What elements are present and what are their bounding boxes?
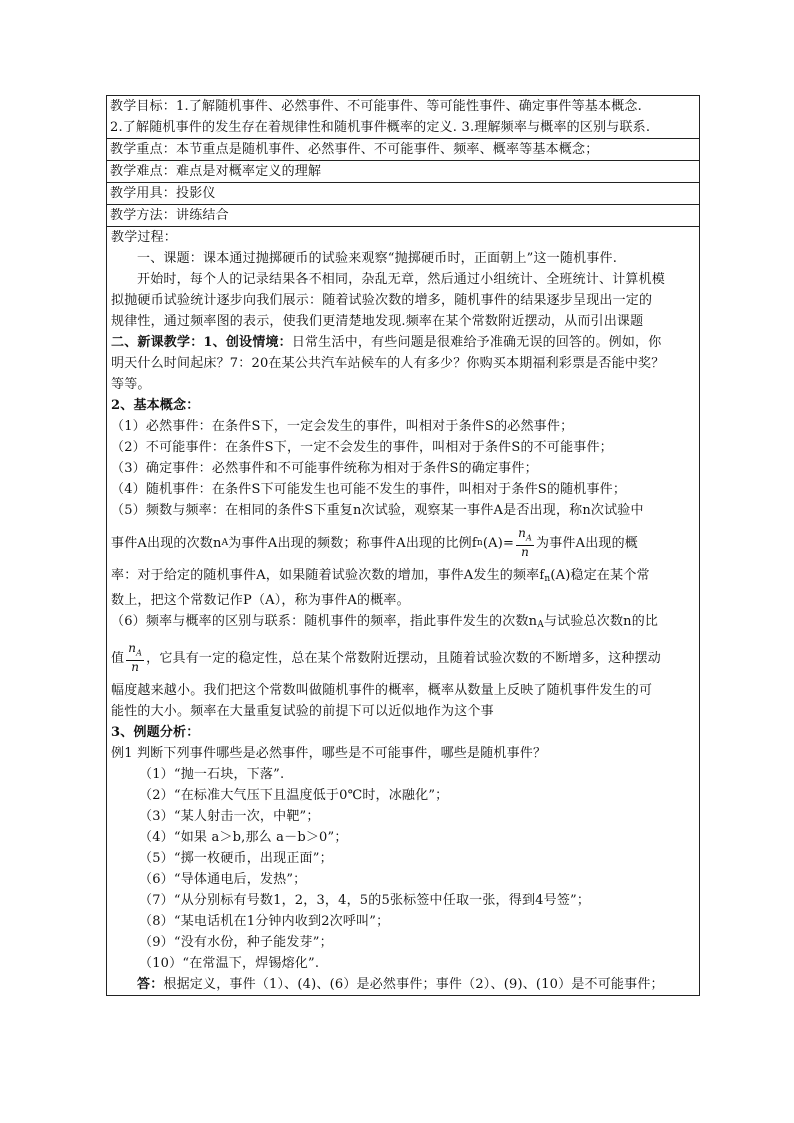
ratio-numerator (126, 642, 144, 660)
topic-line: 一、课题：课本通过抛掷硬币的试验来观察“抛掷硬币时，正面朝上”这一随机事件. (137, 251, 618, 266)
answer-label: 答： (137, 977, 164, 992)
objectives-cell (107, 96, 700, 139)
new-lesson-subheading: 1、创设情境： (203, 335, 292, 350)
ratio-numerator-n: n (128, 641, 137, 656)
concept-2: （2）不可能事件：在条件S下，一定不会发生的事件，叫相对于条件S的不可能事件； (111, 440, 613, 455)
aids-cell: 教学用具：投影仪 (107, 183, 700, 205)
concept-5: （5）频数与频率：在相同的条件S下重复n次试验，观察某一事件A是否出现，称n次试验中 (111, 503, 644, 518)
freq-def-before: 事件A出现的次数n (111, 535, 222, 551)
ratio-line-before: 值 (111, 650, 125, 666)
diff-line-subscript: A (537, 620, 544, 630)
objectives-line-2: 2.了解随机事件的发生存在着规律性和随机事件概率的定义. 3.理解频率与概率的区别与联系. (110, 120, 651, 135)
example-item-7: （7）“从分别标有号数1，2，3，4，5的5张标签中任取一张，得到4号签”； (139, 893, 591, 908)
lesson-plan (106, 95, 700, 996)
prob-line-1-text: 率：对于给定的随机事件A，如果随着试验次数的增加，事件A发生的频率f (111, 568, 545, 583)
new-lesson-prefix: 二、新课教学： (111, 335, 204, 350)
ratio-tail-1: 幅度越来越小。我们把这个常数叫做随机事件的概率，概率从数量上反映了随机事件发生的可 (111, 683, 653, 698)
ratio-line (111, 636, 695, 680)
numerator-n: n (518, 526, 527, 541)
objectives-line-1: 教学目标：1.了解随机事件、必然事件、不可能事件、等可能性事件、确定事件等基本概念. (110, 99, 642, 114)
freq-def-subscript-n: n (476, 537, 483, 548)
example-item-1: （1）“抛一石块，下落”. (139, 767, 285, 782)
process-cell (107, 227, 700, 996)
ratio-numerator-subscript: A (136, 648, 143, 658)
process-heading: 教学过程： (111, 230, 178, 245)
example-item-8: （8）“某电话机在1分钟内收到2次呼叫”； (139, 914, 390, 929)
ratio-line-after: ，它具有一定的稳定性，总在某个常数附近摆动，且随着试验次数的不断增多，这种摆动 (146, 650, 661, 666)
example-item-4: （4）“如果 a＞b,那么 a－b＞0”； (139, 830, 348, 845)
probability-line-2: 数上，把这个常数记作P（A），称为事件A的概率。 (111, 593, 410, 608)
examples-heading: 3、例题分析： (111, 725, 200, 740)
example-item-5: （5）“掷一枚硬币，出现正面”； (139, 851, 333, 866)
example-item-6: （6）“导体通电后，发热”； (139, 872, 307, 887)
objectives-row (107, 96, 700, 139)
lesson-plan-table (106, 95, 700, 996)
difficulty-row (107, 161, 700, 183)
ratio-denominator: n (131, 659, 140, 674)
difference-line (111, 611, 695, 636)
example-question: 例1 判断下列事件哪些是必然事件，哪些是不可能事件，哪些是随机事件？ (111, 746, 547, 761)
key-points-row (107, 139, 700, 161)
freq-def-subscript-a: A (221, 537, 229, 548)
frequency-fraction (516, 527, 534, 558)
diff-line-after: 与试验总次数n的比 (543, 614, 659, 629)
frequency-definition-line (111, 521, 695, 565)
prob-line-1-subscript: n (544, 574, 551, 584)
example-item-10: （10）“在常温下，焊锡熔化”. (139, 956, 320, 971)
new-lesson-line-2: 明天什么时间起床？7：20在某公共汽车站候车的人有多少？你购买本期福利彩票是否能中奖？ (111, 356, 665, 371)
difficulty-cell: 教学难点：难点是对概率定义的理解 (107, 161, 700, 183)
key-points-cell: 教学重点：本节重点是随机事件、必然事件、不可能事件、频率、概率等基本概念； (107, 139, 700, 161)
intro-line-3: 规律性，通过频率图的表示，使我们更清楚地发现.频率在某个常数附近摆动，从而引出课题 (111, 314, 644, 329)
freq-def-middle: 为事件A出现的频数；称事件A出现的比例f (228, 535, 477, 551)
new-lesson-text: 日常生活中，有些问题是很难给予准确无误的回答的。例如，你 (291, 335, 662, 350)
method-cell: 教学方法：讲练结合 (107, 205, 700, 227)
concepts-heading: 2、基本概念： (111, 398, 200, 413)
ratio-fraction (126, 642, 144, 673)
intro-line-2: 拟抛硬币试验统计逐步向我们展示：随着试验次数的增多，随机事件的结果逐步呈现出一定的 (111, 293, 653, 308)
concept-1: （1）必然事件：在条件S下，一定会发生的事件，叫相对于条件S的必然事件； (111, 419, 574, 434)
example-item-3: （3）“某人射击一次，中靶”； (139, 809, 320, 824)
numerator-subscript: A (526, 533, 533, 543)
answer-text: 根据定义，事件（1）、(4)、(6）是必然事件；事件（2）、(9)、(10）是不可能事件； (163, 977, 664, 992)
freq-def-after: 为事件A出现的概 (536, 535, 639, 551)
process-row (107, 227, 700, 996)
fraction-denominator: n (521, 544, 530, 559)
concept-3: （3）确定事件：必然事件和不可能事件统称为相对于条件S的确定事件； (111, 461, 538, 476)
answer-line (111, 974, 695, 995)
ratio-tail-2: 能性的大小。频率在大量重复试验的前提下可以近似地作为这个事 (111, 704, 494, 719)
concept-4: （4）随机事件：在条件S下可能发生也可能不发生的事件，叫相对于条件S的随机事件； (111, 482, 627, 497)
new-lesson-line (111, 332, 695, 353)
method-row (107, 205, 700, 227)
new-lesson-line-3: 等等。 (111, 377, 151, 392)
aids-row (107, 183, 700, 205)
example-item-9: （9）“没有水份，种子能发芽”； (139, 935, 333, 950)
fraction-numerator (516, 527, 534, 545)
probability-line-1 (111, 565, 695, 590)
prob-line-1-end: (A)稳定在某个常 (550, 568, 650, 583)
example-item-2: （2）“在标准大气压下且温度低于0℃时，冰融化”； (139, 788, 449, 803)
intro-line-1: 开始时，每个人的记录结果各不相同，杂乱无章，然后通过小组统计、全班统计、计算机模 (137, 272, 666, 287)
freq-def-equals: (A)= (482, 535, 515, 551)
diff-line-before: （6）频率与概率的区别与联系：随机事件的频率，指此事件发生的次数n (111, 614, 538, 629)
